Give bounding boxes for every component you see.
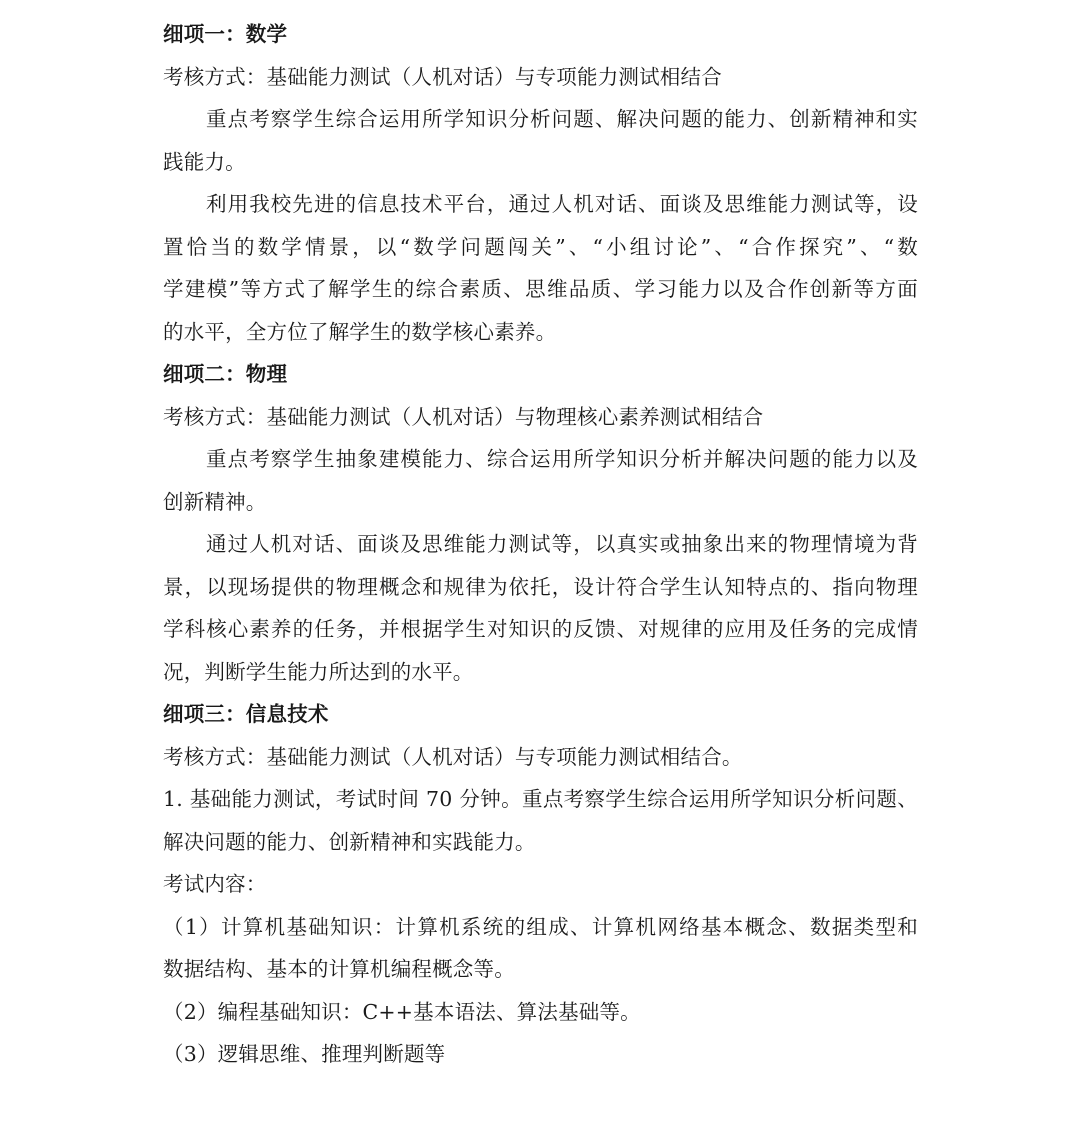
paragraph-line: 学建模”等方式了解学生的综合素质、思维品质、学习能力以及合作创新等方面 bbox=[163, 277, 918, 301]
paragraph bbox=[163, 438, 923, 523]
exam-content-label: 考试内容： bbox=[163, 872, 267, 896]
paragraph-line: 通过人机对话、面谈及思维能力测试等，以真实或抽象出来的物理情境为背 bbox=[206, 532, 918, 556]
paragraph-line: 创新精神。 bbox=[163, 489, 267, 514]
paragraph bbox=[163, 523, 923, 693]
paragraph bbox=[163, 98, 923, 183]
list-item-line: （3）逻辑思维、推理判断题等 bbox=[163, 1042, 446, 1066]
paragraph-line: 重点考察学生综合运用所学知识分析问题、解决问题的能力、创新精神和实 bbox=[206, 107, 918, 131]
paragraph-line: 景，以现场提供的物理概念和规律为依托，设计符合学生认知特点的、指向物理 bbox=[163, 574, 918, 599]
paragraph-line: 1. 基础能力测试，考试时间 70 分钟。重点考察学生综合运用所学知识分析问题、 bbox=[163, 787, 918, 811]
list-item-line: （2）编程基础知识：C++基本语法、算法基础等。 bbox=[163, 999, 641, 1024]
paragraph-line: 况，判断学生能力所达到的水平。 bbox=[163, 659, 474, 684]
paragraph-line: 解决问题的能力、创新精神和实践能力。 bbox=[163, 829, 536, 854]
paragraph-line: 践能力。 bbox=[163, 149, 246, 174]
paragraph-line: 重点考察学生抽象建模能力、综合运用所学知识分析并解决问题的能力以及 bbox=[206, 447, 918, 471]
content-list bbox=[163, 906, 923, 1076]
document-page bbox=[163, 13, 923, 1076]
section-heading: 细项二：物理 bbox=[163, 362, 288, 386]
list-item bbox=[163, 906, 923, 991]
basic-test-paragraph bbox=[163, 778, 923, 863]
section-physics bbox=[163, 353, 923, 693]
paragraph-line: 的水平，全方位了解学生的数学核心素养。 bbox=[163, 319, 557, 344]
section-heading: 细项三：信息技术 bbox=[163, 702, 329, 726]
assessment-method: 考核方式：基础能力测试（人机对话）与物理核心素养测试相结合 bbox=[163, 404, 764, 429]
paragraph-line: 学科核心素养的任务，并根据学生对知识的反馈、对规律的应用及任务的完成情 bbox=[163, 617, 918, 641]
paragraph-line: 利用我校先进的信息技术平台，通过人机对话、面谈及思维能力测试等，设 bbox=[206, 192, 918, 216]
paragraph-line: 置恰当的数学情景，以“数学问题闯关”、“小组讨论”、“合作探究”、“数 bbox=[163, 234, 918, 259]
section-heading: 细项一：数学 bbox=[163, 22, 288, 46]
list-item bbox=[163, 1033, 923, 1076]
list-item-line: （1）计算机基础知识：计算机系统的组成、计算机网络基本概念、数据类型和 bbox=[163, 914, 918, 939]
section-math bbox=[163, 13, 923, 353]
paragraph bbox=[163, 183, 923, 353]
assessment-method: 考核方式：基础能力测试（人机对话）与专项能力测试相结合 bbox=[163, 64, 722, 89]
section-information-technology bbox=[163, 693, 923, 1076]
list-item bbox=[163, 991, 923, 1034]
assessment-method: 考核方式：基础能力测试（人机对话）与专项能力测试相结合。 bbox=[163, 744, 743, 769]
list-item-line: 数据结构、基本的计算机编程概念等。 bbox=[163, 957, 515, 981]
